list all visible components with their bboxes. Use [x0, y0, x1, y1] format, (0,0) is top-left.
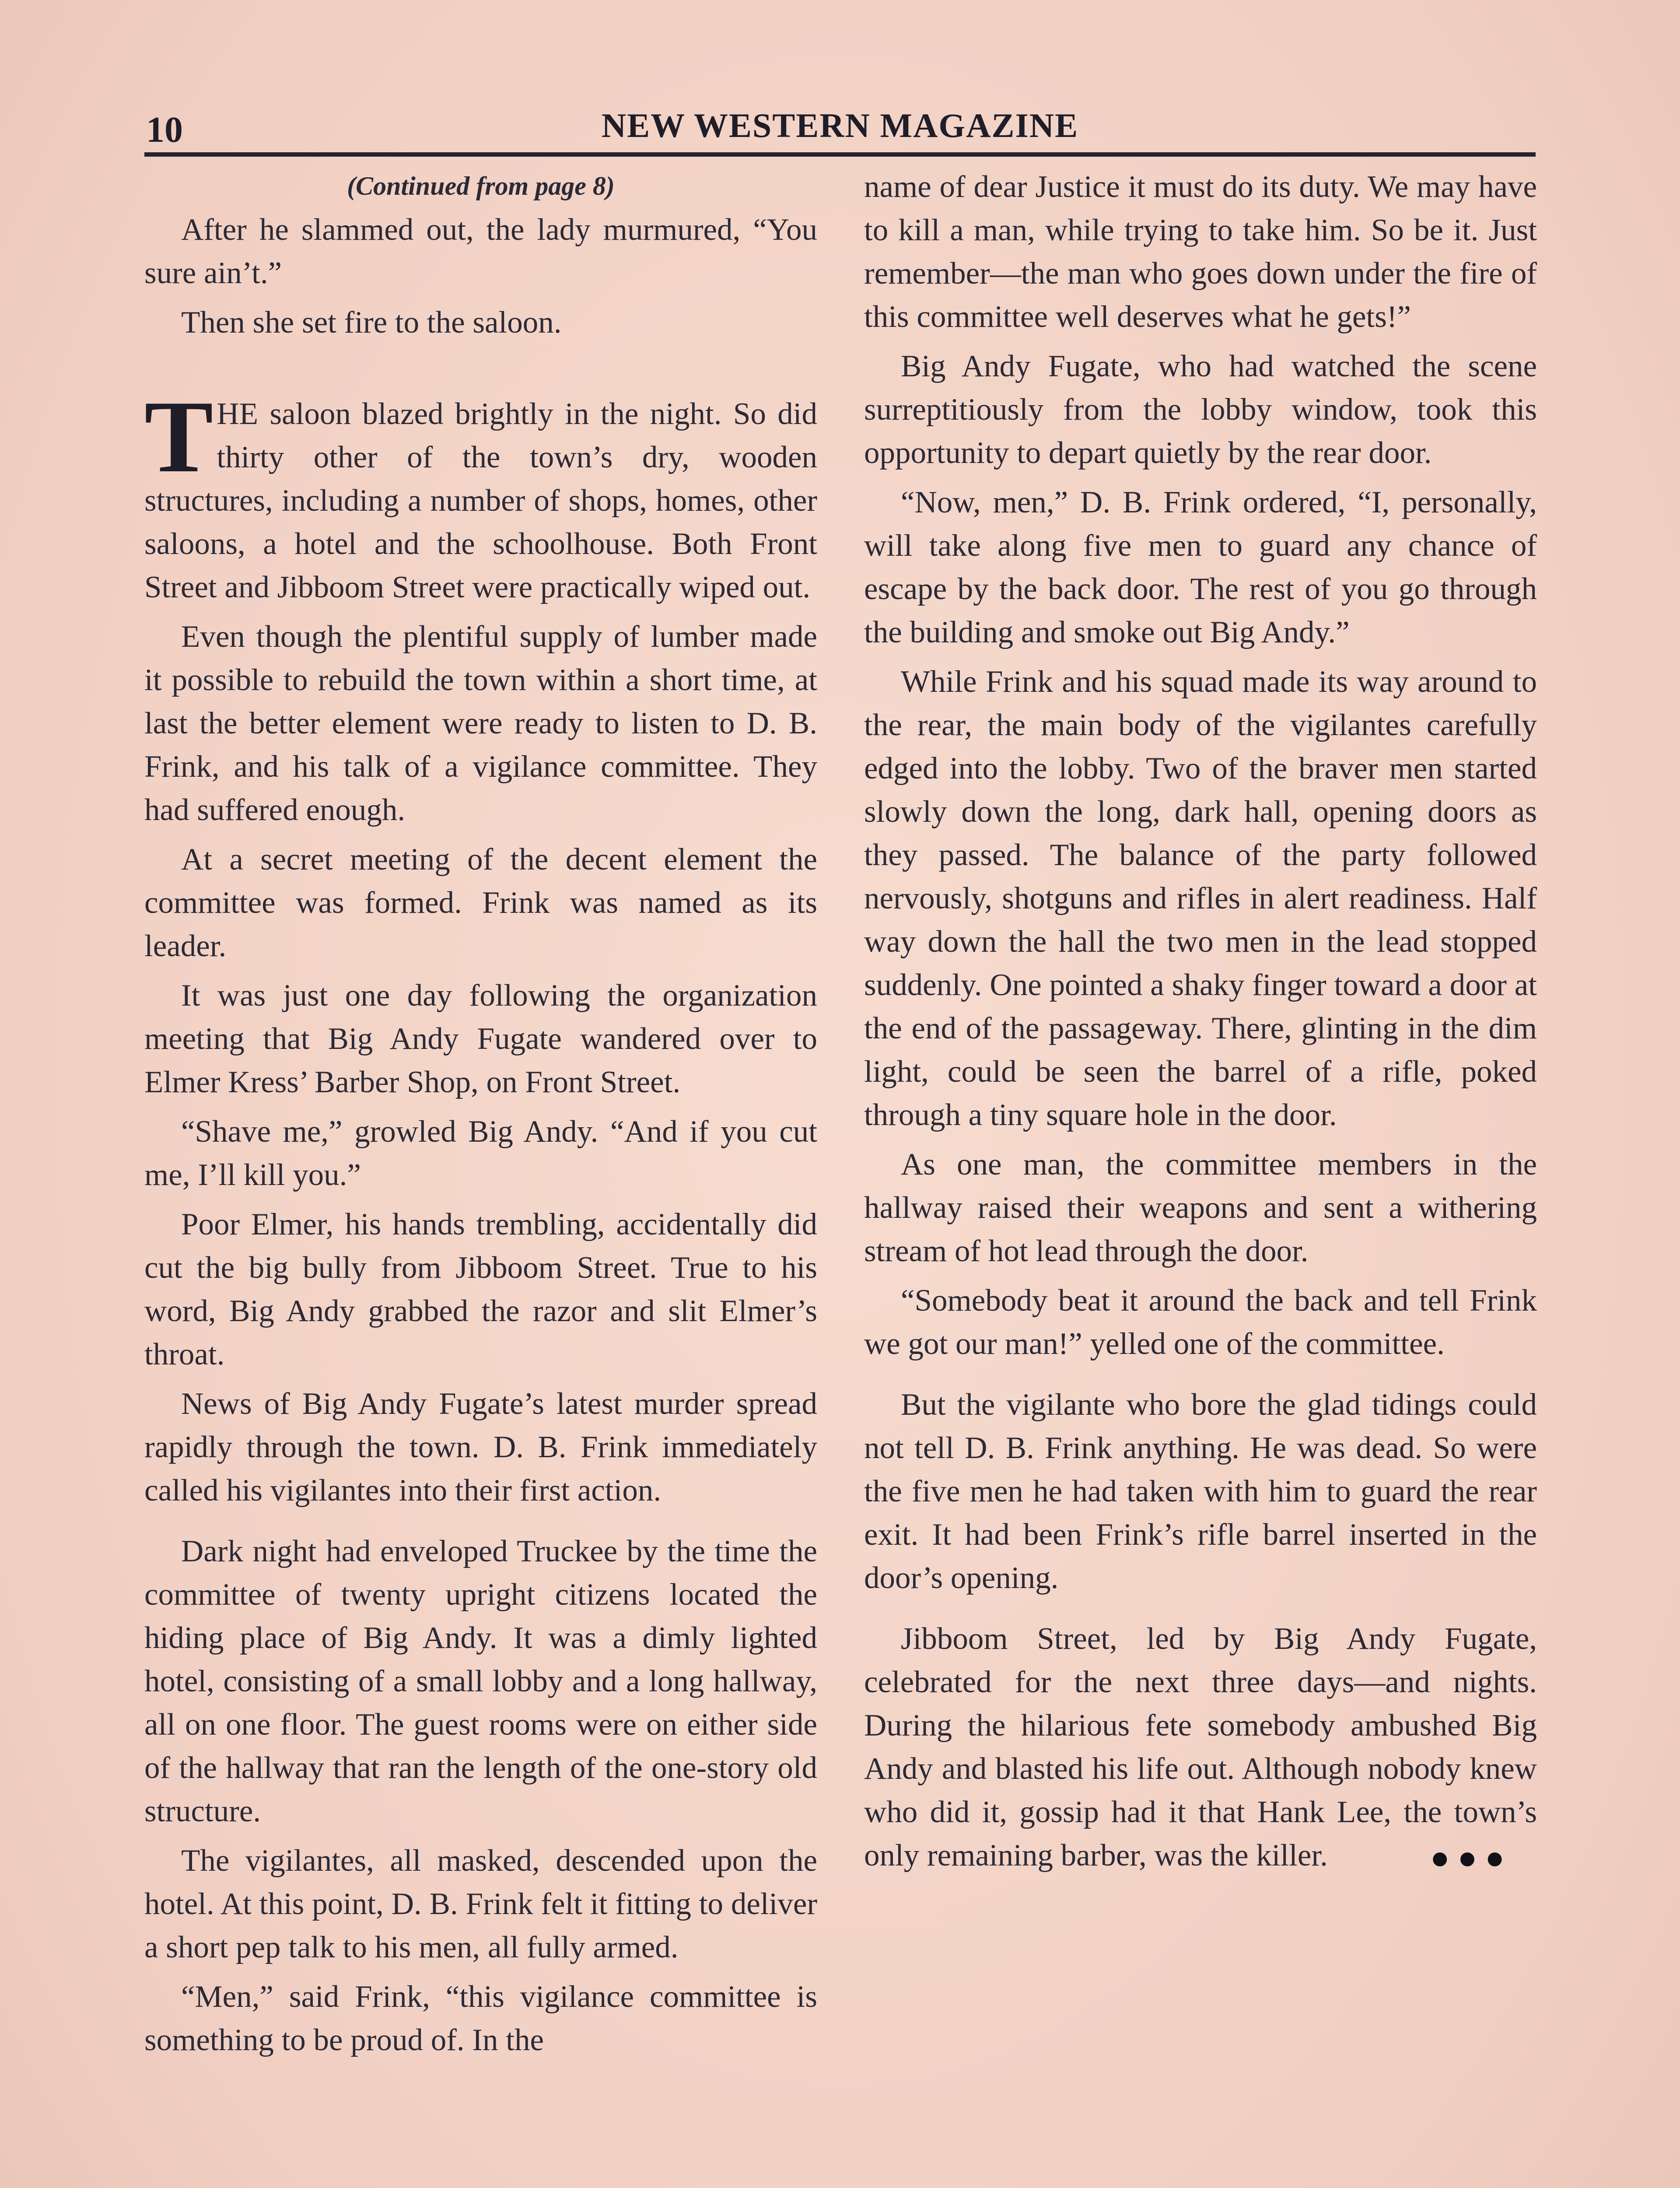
right-column: [864, 165, 1537, 1886]
paragraph: Big Andy Fugate, who had watched the scene surreptitiously from the lobby window, took this opportunity to depart quietly by the rear door.: [864, 349, 1537, 470]
paragraph: While Frink and his squad made its way around to the rear, the main body of the vigilantes carefully edged into the lobby. Two of the braver men started slowly down the long, dark hall, opening doors as they passed. The balance of the party followed nervously, shotguns and rifles in alert readiness. Half way down the hall the two men in the lead stopped suddenly. One pointed a shaky finger toward a door at the end of the passageway. There, glinting in the dim light, could be seen the barrel of a rifle, poked through a tiny square hole in the door.: [864, 665, 1537, 1132]
final-paragraph: [864, 1617, 1537, 1880]
running-title: NEW WESTERN MAGAZINE: [601, 106, 1079, 144]
page-number: 10: [146, 109, 183, 150]
paragraph: Then she set fire to the saloon.: [181, 305, 562, 340]
paragraph: News of Big Andy Fugate’s latest murder spread rapidly through the town. D. B. Frink immediately called his vigilantes into their first action.: [144, 1387, 817, 1508]
paragraph: name of dear Justice it must do its duty. We may have to kill a man, while trying to take him. So be it. Just remember—the man who goes down under the fire of this committee well deserves what he gets!”: [864, 170, 1537, 334]
paragraph: “Now, men,” D. B. Frink ordered, “I, personally, will take along five men to guard any chance of escape by the back door. The rest of you go through the building and smoke out Big Andy.”: [864, 485, 1537, 649]
paragraph-text: HE saloon blazed brightly in the night. So did thirty other of the town’s dry, wooden structures, including a number of shops, homes, other saloons, a hotel and the schoolhouse. Both Front Street and Jibboom Street were practically wiped out.: [144, 397, 817, 604]
paragraph-text: Jibboom Street, led by Big Andy Fugate, celebrated for the next three days—and nights. During the hilarious fete somebody ambushed Big Andy and blasted his life out. Although nobody knew who did it, gossip had it that Hank Lee, the town’s only remaining barber, was the killer.: [864, 1622, 1537, 1872]
paragraph: But the vigilante who bore the glad tidings could not tell D. B. Frink anything. He was dead. So were the five men he had taken with him to guard the rear exit. It had been Frink’s rifle barrel inserted in the door’s opening.: [864, 1388, 1537, 1595]
paragraph: Dark night had enveloped Truckee by the time the committee of twenty upright citizens located the hiding place of Big Andy. It was a dimly lighted hotel, consisting of a small lobby and a long hallway, all on one floor. The guest rooms were on either side of the hallway that ran the length of the one-story old structure.: [144, 1534, 817, 1828]
paragraph: “Men,” said Frink, “this vigilance committee is something to be proud of. In the: [144, 1980, 817, 2057]
continued-note: (Continued from page 8): [347, 172, 615, 200]
end-mark-icon: ●●●: [1430, 1840, 1512, 1876]
paragraph: “Somebody beat it around the back and tell Frink we got our man!” yelled one of the committee.: [864, 1283, 1537, 1361]
paragraph: “Shave me,” growled Big Andy. “And if you cut me, I’ll kill you.”: [144, 1115, 817, 1192]
page-header: [144, 100, 1536, 148]
paragraph: Even though the plentiful supply of lumber made it possible to rebuild the town within a short time, at last the better element were ready to listen to D. B. Frink, and his talk of a vigilance committee. They had suffered enough.: [144, 620, 817, 827]
dropcap-paragraph: [144, 380, 817, 609]
header-rule: [144, 152, 1536, 157]
left-column: [144, 165, 817, 2068]
paragraph: At a secret meeting of the decent element the committee was formed. Frink was named as its leader.: [144, 842, 817, 963]
paragraph: Poor Elmer, his hands trembling, accidentally did cut the big bully from Jibboom Street. True to his word, Big Andy grabbed the razor and slit Elmer’s throat.: [144, 1207, 817, 1371]
drop-cap: T: [144, 380, 214, 494]
paragraph: The vigilantes, all masked, descended upon the hotel. At this point, D. B. Frink felt it fitting to deliver a short pep talk to his men, all fully armed.: [144, 1844, 817, 1964]
paragraph: After he slammed out, the lady murmured, “You sure ain’t.”: [144, 213, 817, 290]
paragraph: It was just one day following the organization meeting that Big Andy Fugate wandered over to Elmer Kress’ Barber Shop, on Front Street.: [144, 978, 817, 1099]
paragraph: As one man, the committee members in the hallway raised their weapons and sent a withering stream of hot lead through the door.: [864, 1147, 1537, 1268]
